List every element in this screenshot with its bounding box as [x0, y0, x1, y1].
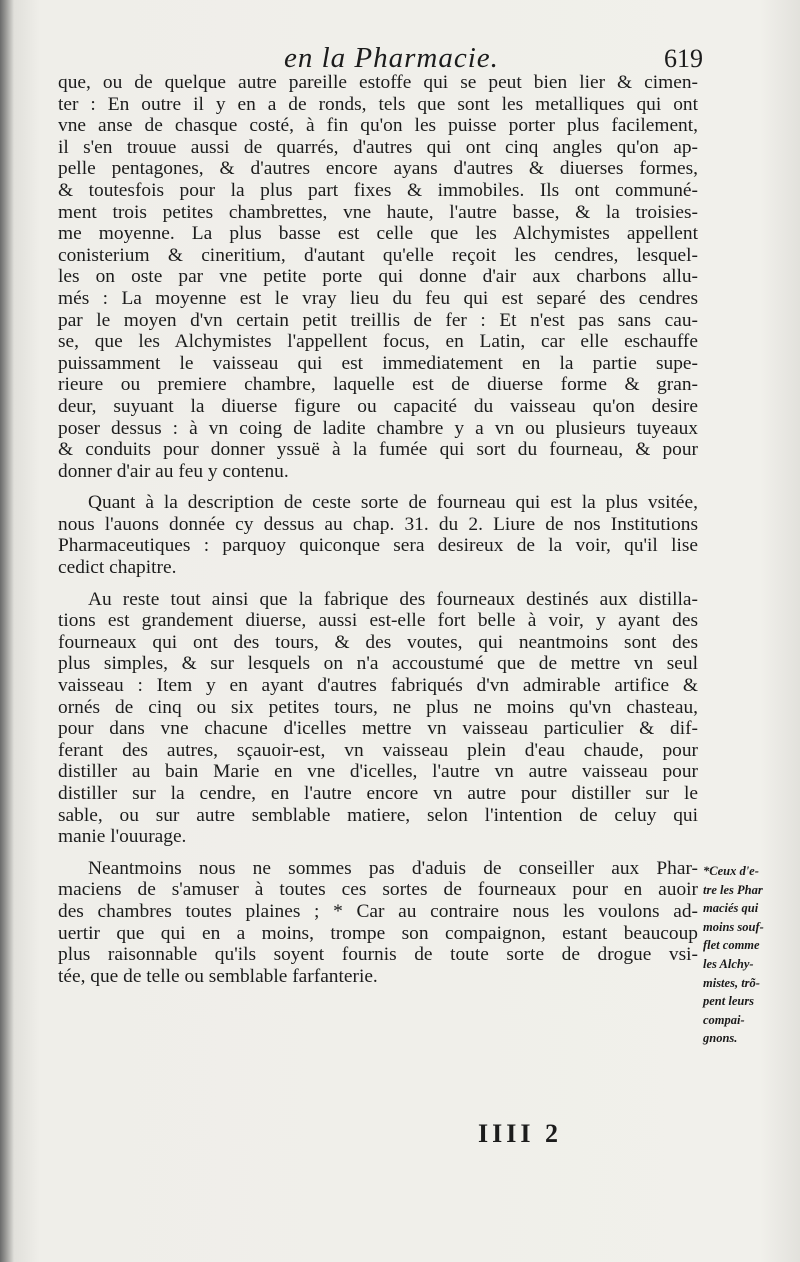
running-title: en la Pharmacie.: [284, 42, 499, 74]
marginal-line: maciés qui: [703, 901, 759, 916]
text-line: rieure ou premiere chambre, laquelle est de diuerse forme & gran-: [58, 374, 698, 396]
text-line: me moyenne. La plus basse est celle que les Alchymistes appellent: [58, 223, 698, 245]
marginal-line: *Ceux d'e-: [703, 864, 759, 878]
marginal-note: [703, 862, 793, 1048]
page-gutter-shadow: [0, 0, 14, 1262]
text-line: ferant des autres, sçauoir-est, vn vaisseau plein d'eau chaude, pour: [58, 739, 698, 761]
text-line: Neantmoins nous ne sommes pas d'aduis de conseiller aux Phar-: [88, 857, 698, 879]
page-header: [0, 40, 800, 76]
marginal-line: pent leurs: [703, 994, 755, 1009]
main-text: [58, 72, 698, 987]
text-line: puissamment le vaisseau qui est immediatement en la partie supe-: [58, 352, 698, 374]
text-line: tée, que de telle ou semblable farfanterie.: [58, 965, 378, 987]
marginal-line: compai-: [703, 1012, 745, 1027]
text-line: més : La moyenne est le vray lieu du feu qui est separé des cendres: [58, 287, 698, 309]
text-line: nous l'auons donnée cy dessus au chap. 31. du 2. Liure de nos Institutions: [58, 513, 698, 535]
text-line: se, que les Alchymistes l'appellent focus, en Latin, car elle eschauffe: [58, 331, 698, 353]
paragraph-3: [58, 589, 698, 848]
text-line: plus raisonnable qu'ils soyent fournis de toute sorte de drogue vsi-: [58, 944, 698, 966]
text-line: cedict chapitre.: [58, 557, 177, 579]
text-line: ornés de cinq ou six petites tours, ne plus ne moins qu'vn chasteau,: [58, 696, 698, 718]
paragraph-1: [58, 72, 698, 482]
text-line: donner d'air au feu y contenu.: [58, 460, 289, 482]
text-line: par le moyen d'vn certain petit treillis de fer : Et n'est pas sans cau-: [58, 309, 698, 331]
text-line: tions est grandement diuerse, aussi est-elle fort belle à voir, y ayant des: [58, 610, 698, 632]
text-line: fourneaux qui ont des tours, & des voutes, qui neantmoins sont des: [58, 631, 698, 653]
text-line: Quant à la description de ceste sorte de fourneau qui est la plus vsitée,: [88, 492, 698, 514]
text-line: ter : En outre il y en a de ronds, tels que sont les metalliques qui ont: [58, 93, 698, 115]
paragraph-2: [58, 492, 698, 578]
text-line: les on oste par vne petite porte qui donne d'air aux charbons allu-: [58, 266, 698, 288]
paragraph-4: [58, 858, 698, 988]
marginal-line: tre les Phar: [703, 882, 763, 897]
marginal-line: mistes, trõ-: [703, 975, 760, 990]
text-line: & conduits pour donner yssuë à la fumée qui sort du fourneau, & pour: [58, 439, 698, 461]
text-line: ment trois petites chambrettes, vne haute, l'autre basse, & la troisies-: [58, 201, 698, 223]
text-line: pour dans vne chacune d'icelles mettre vn vaisseau particulier & dif-: [58, 718, 698, 740]
marginal-line: flet comme: [703, 938, 760, 953]
text-line: uertir que qui en a moins, trompe son compaignon, estant beaucoup: [58, 922, 698, 944]
text-line: conisterium & cineritium, d'autant qu'elle reçoit les cendres, lesquel-: [58, 244, 698, 266]
text-line: il s'en trouue aussi de quarrés, d'autres qui ont cinq angles qu'on ap-: [58, 136, 698, 158]
marginal-line: les Alchy-: [703, 956, 754, 971]
page-number: 619: [664, 44, 703, 73]
text-line: Au reste tout ainsi que la fabrique des fourneaux destinés aux distilla-: [88, 588, 698, 610]
text-line: plus simples, & sur lesquels on n'a accoustumé que de mettre vn seul: [58, 653, 698, 675]
marginal-line: gnons.: [703, 1031, 738, 1046]
text-line: pelle pentagones, & d'autres encore ayans d'autres & diuerses formes,: [58, 158, 698, 180]
text-line: que, ou de quelque autre pareille estoffe qui se peut bien lier & cimen-: [58, 72, 698, 93]
marginal-line: moins souf-: [703, 919, 764, 934]
text-line: distiller sur la cendre, en l'autre encore vn autre pour distiller sur le: [58, 783, 698, 804]
text-line: poser dessus : à vn coing de ladite chambre y a vn ou plusieurs tuyeaux: [58, 417, 698, 439]
text-line: sable, ou sur autre semblable matiere, selon l'intention de celuy qui: [58, 804, 698, 826]
signature-mark: IIII 2: [478, 1119, 562, 1148]
text-line: distiller au bain Marie en vne d'icelles, l'autre vn autre vaisseau pour: [58, 761, 698, 783]
text-line: manie l'ouurage.: [58, 826, 187, 848]
text-line: deur, suyuant la diuerse figure ou capacité du vaisseau qu'on desire: [58, 395, 698, 417]
text-line: & toutesfois pour la plus part fixes & immobiles. Ils ont communé-: [58, 179, 698, 201]
text-line: maciens de s'amuser à toutes ces sortes de fourneaux pour en auoir: [58, 879, 698, 901]
text-line: vaisseau : Item y en ayant d'autres fabriqués d'vn admirable artifice &: [58, 675, 698, 697]
text-line: vne anse de chasque costé, à fin qu'on les puisse porter plus facilement,: [58, 115, 698, 137]
text-line: des chambres toutes plaines ; * Car au contraire nous les voulons ad-: [58, 900, 698, 922]
text-line: Pharmaceutiques : parquoy quiconque sera desireux de la voir, qu'il lise: [58, 535, 698, 557]
